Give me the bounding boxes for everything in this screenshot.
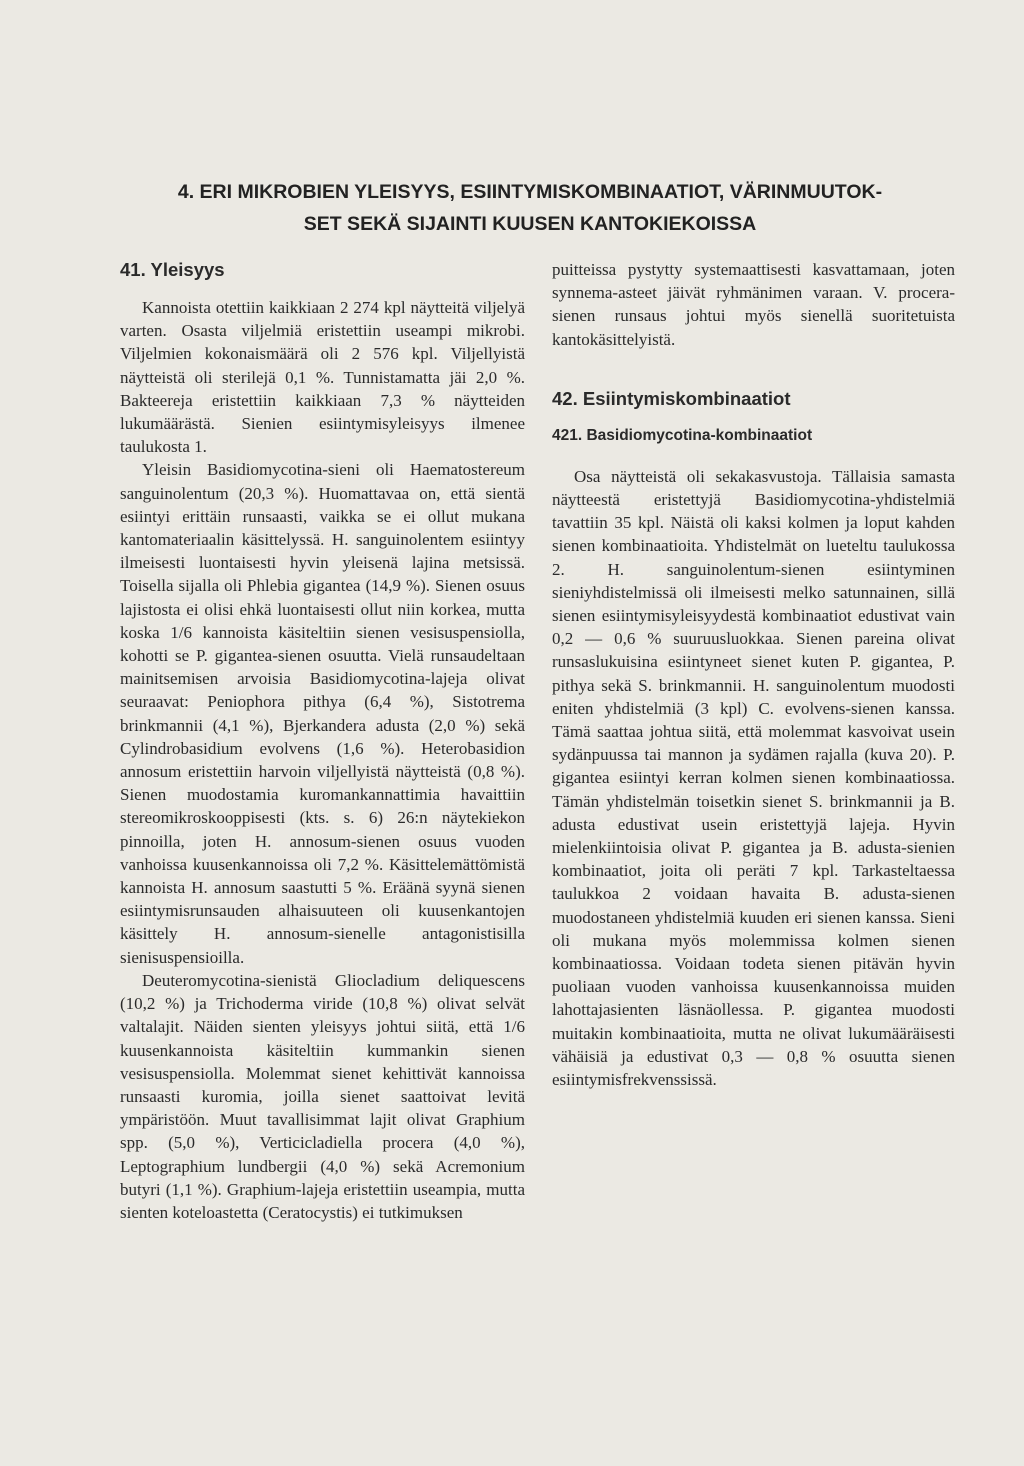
section-41-paragraph-1: Kannoista otettiin kaikkiaan 2 274 kpl näytteitä viljelyä varten. Osasta viljelmiä eristettiin useampi mikrobi. Viljelmien kokonaismäärä oli 2 576 kpl. Viljellyistä näytteistä oli sterilejä 0,1 %. Tunnistamatta jäi 2,0 %. Bakteereja eristettiin kaikkiaan 7,3 % näytteiden lukumäärästä. Sienien esiintymisyleisyys ilmenee taulukosta 1. bbox=[120, 298, 525, 457]
section-41-paragraph-3-continued: puitteissa pystytty systemaattisesti kasvattamaan, joten synnema-asteet jäivät ryhmänimen varaan. V. procera-sienen runsaus johtui myös sienellä suoritetuista kantokäsittelyistä. bbox=[552, 260, 955, 349]
chapter-title-line-2: SET SEKÄ SIJAINTI KUUSEN KANTOKIEKOISSA bbox=[303, 213, 757, 235]
section-421-paragraph: Osa näytteistä oli sekakasvustoja. Tällaisia samasta näytteestä eristettyjä Basidiomycotina-yhdistelmiä tavattiin 35 kpl. Näistä oli kaksi kolmen ja loput kahden sienen kombinaatioita. Yhdistelmät on lueteltu taulukossa 2. H. sanguinolentum-sienen esiintyminen sieniyhdistelmissä oli ilmeisesti melko satunnainen, sillä sienen esiintymisyleisyydestä kombinaatiot edustivat vain 0,2 — 0,6 % suuruusluokkaa. Sienen pareina olivat runsaslukuisina esiintyneet sienet kuten P. gigantea, P. pithya sekä S. brinkmannii. H. sanguinolentum muodosti eniten yhdistelmiä (3 kpl) C. evolvens-sienen kanssa. Tämä saattaa johtua siitä, että molemmat kasvoivat usein sydänpuussa tai mannon ja sydämen rajalla (kuva 20). P. gigantea esiintyi kerran kolmen sienen kombinaatiossa. Tämän yhdistelmän toisetkin sienet S. brinkmannii ja B. adusta edustivat usein eristettyjä lajeja. Hyvin mielenkiintoisia olivat P. gigantea ja B. adusta-sienien kombinaatiot, joita oli peräti 7 kpl. Tarkasteltaessa taulukkoa 2 voidaan havaita B. adusta-sienen muodostaneen yhdistelmiä kuuden eri sienen kanssa. Sieni oli mukana myös molemmissa kolmen sienen kombinaatiossa. Voidaan todeta sienen pitävän hyvin puoliaan vuoden vanhoissa kuusenkannoissa muiden lahottajasienten läsnäollessa. P. gigantea muodosti muitakin kombinaatioita, mutta ne olivat lukumääräisesti vähäisiä ja edustivat 0,3 — 0,8 % osuutta sienen esiintymisfrekvenssissä. bbox=[552, 466, 955, 1090]
chapter-title bbox=[110, 176, 950, 240]
section-41-heading: 41. Yleisyys bbox=[120, 259, 225, 280]
left-column bbox=[120, 258, 525, 1224]
right-column bbox=[552, 258, 955, 1091]
section-421-heading: 421. Basidiomycotina-kombinaatiot bbox=[552, 426, 813, 444]
section-41-paragraph-3: Deuteromycotina-sienistä Gliocladium deliquescens (10,2 %) ja Trichoderma viride (10,8 %) olivat selvät valtalajit. Näiden sienten yleisyys johtui siitä, että 1/6 kuusenkannoista käsiteltiin kummankin sienen vesisuspensiolla. Molemmat sienet kehittivät kannoissa runsaasti kuromia, joilla sienet saattoivat levitä ympäristöön. Muut tavallisimmat lajit olivat Graphium spp. (5,0 %), Verticicladiella procera (4,0 %), Leptographium lundbergii (4,0 %) sekä Acremonium butyri (1,1 %). Graphium-lajeja eristettiin useampia, mutta sienten koteloastetta (Ceratocystis) ei tutkimuksen bbox=[120, 970, 525, 1222]
section-42-heading: 42. Esiintymiskombinaatiot bbox=[552, 387, 791, 409]
section-41-paragraph-2: Yleisin Basidiomycotina-sieni oli Haematostereum sanguinolentum (20,3 %). Huomattavaa on, että sientä esiintyi erittäin runsaasti, vaikka se ei ollut mukana kantomateriaalin käsittelyssä. H. sanguinolentem esiintyy ilmeisesti luontaisesti hyvin yleisenä lajina metsissä. Toisella sijalla oli Phlebia gigantea (14,9 %). Sienen osuus lajistosta ei olisi ehkä luontaisesti ollut niin korkea, mutta koska 1/6 kannoista käsiteltiin sienen vesisuspensiolla, kohotti se P. gigantea-sienen osuutta. Vielä runsaudeltaan mainitsemisen arvoisia Basidiomycotina-lajeja olivat seuraavat: Peniophora pithya (6,4 %), Sistotrema brinkmannii (4,1 %), Bjerkandera adusta (2,0 %) sekä Cylindrobasidium evolvens (1,6 %). Heterobasidion annosum eristettiin harvoin viljellyistä näytteistä (0,8 %). Sienen muodostamia kuromankannattimia havaittiin stereomikroskooppisesti (kts. s. 6) 26:n näytekiekon pinnoilla, joten H. annosum-sienen osuus vuoden vanhoissa kuusenkannoissa oli 7,2 %. Käsittelemättömistä kannoista H. annosum saastutti 5 %. Eräänä syynä sienen esiintymisrunsauden alhaisuuteen oli kuusenkantojen käsittely H. annosum-sienelle antagonistisilla sienisuspensioilla. bbox=[120, 460, 525, 967]
chapter-title-line-1: 4. ERI MIKROBIEN YLEISYYS, ESIINTYMISKOMBINAATIOT, VÄRINMUUTOK- bbox=[177, 181, 883, 203]
